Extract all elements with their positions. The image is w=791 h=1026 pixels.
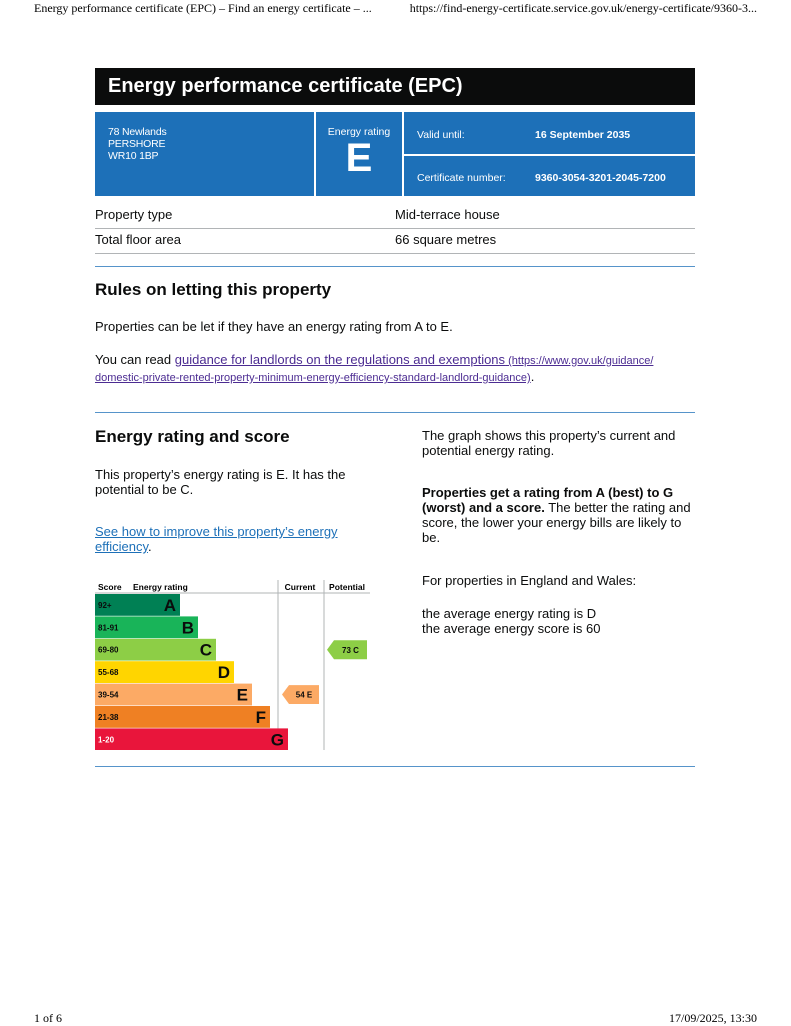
band-a-range: 92+ bbox=[98, 600, 112, 610]
energy-rating-label: Energy rating bbox=[327, 126, 391, 138]
band-g-bar bbox=[128, 728, 288, 750]
landlord-guidance-link[interactable] bbox=[95, 352, 653, 384]
page-title: Energy performance certificate (EPC) bbox=[95, 68, 695, 105]
improve-link-line-1: See how to improve this property’s energy bbox=[95, 524, 338, 539]
landlord-guidance-paragraph bbox=[95, 352, 695, 386]
score-heading: Energy rating and score bbox=[95, 427, 290, 446]
header-score: Score bbox=[98, 582, 122, 592]
landlord-guidance-url-part-2: domestic-private-rented-property-minimum-energy-efficiency-standard-landlord-guidance) bbox=[95, 372, 531, 384]
band-e-range: 39-54 bbox=[98, 690, 119, 700]
guidance-suffix: . bbox=[530, 369, 535, 384]
certificate-number-label: Certificate number: bbox=[417, 172, 506, 184]
rating-scale-text-3: be. bbox=[422, 530, 441, 545]
address-line-1: 78 Newlands bbox=[108, 126, 167, 138]
improve-link-line-2: efficiency bbox=[95, 539, 148, 554]
certificate-number-value: 9360-3054-3201-2045-7200 bbox=[535, 172, 666, 184]
print-page-title: Energy performance certificate (EPC) – Find an energy certificate – ... bbox=[34, 1, 372, 15]
graph-explanation-line-1: The graph shows this property’s current and bbox=[422, 428, 676, 443]
property-type-row bbox=[95, 204, 695, 229]
rating-bands bbox=[95, 594, 288, 750]
section-divider bbox=[95, 266, 695, 267]
rating-scale-bold-1: Properties get a rating from A (best) to G bbox=[422, 485, 674, 500]
valid-until-panel bbox=[404, 112, 695, 154]
improve-suffix: . bbox=[148, 539, 152, 554]
guidance-prefix: You can read bbox=[95, 352, 175, 367]
band-g-letter: G bbox=[270, 730, 284, 750]
certificate-number-panel bbox=[404, 156, 695, 196]
address-panel bbox=[95, 112, 314, 196]
current-rating-marker-label: 54 E bbox=[295, 690, 313, 700]
floor-area-row bbox=[95, 229, 695, 254]
average-score: the average energy score is 60 bbox=[422, 621, 601, 636]
letting-paragraph: Properties can be let if they have an energy rating from A to E. bbox=[95, 319, 453, 334]
band-g-range: 1-20 bbox=[98, 735, 115, 745]
band-c-range: 69-80 bbox=[98, 645, 119, 655]
rating-scale-text-2: score, the lower your energy bills are likely to bbox=[422, 515, 682, 530]
rating-scale-bold-2: (worst) and a score. bbox=[422, 500, 545, 515]
band-a-letter: A bbox=[163, 595, 176, 615]
header-energy-rating: Energy rating bbox=[133, 582, 188, 592]
header-current: Current bbox=[284, 582, 316, 592]
band-b-range: 81-91 bbox=[98, 623, 119, 633]
band-d-letter: D bbox=[217, 663, 230, 683]
energy-rating-chart bbox=[95, 580, 370, 750]
landlord-guidance-link-text: guidance for landlords on the regulations and exemptions bbox=[174, 352, 506, 367]
property-type-value: Mid-terrace house bbox=[395, 207, 500, 222]
england-wales-heading: For properties in England and Wales: bbox=[422, 573, 637, 588]
energy-rating-letter: E bbox=[345, 136, 373, 180]
rating-summary bbox=[95, 467, 346, 497]
floor-area-label: Total floor area bbox=[95, 232, 181, 247]
average-rating: the average energy rating is D bbox=[422, 606, 597, 621]
property-type-label: Property type bbox=[95, 207, 173, 222]
improve-paragraph bbox=[95, 524, 338, 554]
graph-explanation-line-2: potential energy rating. bbox=[422, 443, 555, 458]
energy-rating-panel bbox=[316, 112, 402, 196]
valid-until-value: 16 September 2035 bbox=[535, 129, 631, 141]
rating-scale-explanation bbox=[422, 485, 691, 545]
improve-efficiency-link[interactable] bbox=[95, 524, 338, 554]
print-page-number: 1 of 6 bbox=[34, 1011, 62, 1025]
valid-until-label: Valid until: bbox=[417, 129, 465, 141]
address-postcode: WR10 1BP bbox=[108, 150, 159, 162]
landlord-guidance-url-part-1: (https://www.gov.uk/guidance/ bbox=[505, 355, 654, 367]
graph-explanation bbox=[422, 428, 675, 458]
band-f-range: 21-38 bbox=[98, 712, 119, 722]
band-f-bar bbox=[128, 706, 270, 728]
print-page-url: https://find-energy-certificate.service.gov.uk/energy-certificate/9360-3... bbox=[409, 1, 757, 15]
section-divider bbox=[95, 766, 695, 767]
letting-heading: Rules on letting this property bbox=[95, 280, 332, 299]
band-b-letter: B bbox=[181, 618, 194, 638]
potential-rating-marker-label: 73 C bbox=[342, 645, 359, 655]
rating-summary-line-1: This property’s energy rating is E. It has the bbox=[95, 467, 346, 482]
rating-scale-text-1: The better the rating and bbox=[544, 500, 691, 515]
header-potential: Potential bbox=[329, 582, 365, 592]
energy-rating-graph bbox=[95, 580, 370, 750]
floor-area-value: 66 square metres bbox=[395, 232, 497, 247]
address-line-2: PERSHORE bbox=[108, 138, 166, 150]
rating-summary-line-2: potential to be C. bbox=[95, 482, 194, 497]
band-c-letter: C bbox=[199, 640, 212, 660]
print-datetime: 17/09/2025, 13:30 bbox=[668, 1011, 757, 1025]
average-info bbox=[422, 606, 601, 636]
band-e-bar bbox=[128, 684, 252, 706]
band-e-letter: E bbox=[236, 685, 248, 705]
section-divider bbox=[95, 412, 695, 413]
band-d-range: 55-68 bbox=[98, 668, 119, 678]
band-f-letter: F bbox=[255, 707, 266, 727]
